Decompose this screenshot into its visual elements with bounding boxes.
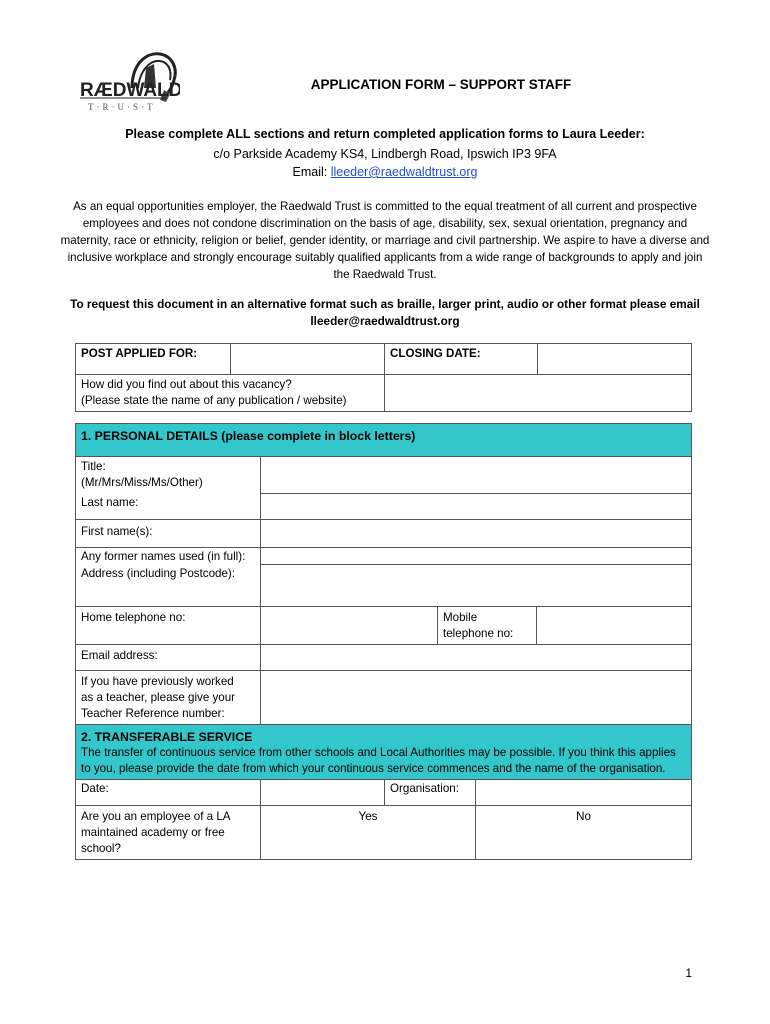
equal-opportunities-paragraph: As an equal opportunities employer, the Raedwald Trust is committed to the equal treatment of all current and prospective employees and does not condone discrimination on the basis of age, disability, sex, sexual orientation, pregnancy and maternity, race or ethnicity, religion or belief, gender identity, or marriage and civil partnership. We aspire to have a diverse and inclusive workplace and strongly encourage suitably qualified applicants from a wide range of backgrounds to apply and join the Raedwald Trust. bbox=[60, 200, 710, 281]
personal-details-heading: 1. PERSONAL DETAILS (please complete in block letters) bbox=[76, 424, 692, 457]
title-label-cell bbox=[76, 457, 261, 494]
personal-details-table bbox=[75, 423, 692, 725]
transferable-service-table bbox=[75, 724, 692, 860]
yes-option[interactable]: Yes bbox=[261, 806, 476, 860]
transferable-service-description: The transfer of continuous service from other schools and Local Authorities may be possible. If you think this applies to you, please provide the date from which your continuous service commences and the name of the organisation. bbox=[81, 746, 676, 775]
no-option[interactable]: No bbox=[476, 806, 692, 860]
home-phone-label: Home telephone no: bbox=[76, 607, 261, 645]
contact-email-line bbox=[60, 165, 710, 179]
teacher-ref-line1: If you have previously worked bbox=[81, 675, 234, 688]
page-title: APPLICATION FORM – SUPPORT STAFF bbox=[310, 77, 572, 92]
last-name-input[interactable] bbox=[261, 493, 692, 519]
vacancy-source-input[interactable] bbox=[385, 375, 692, 412]
email-address-label: Email address: bbox=[76, 645, 261, 671]
closing-date-input[interactable] bbox=[538, 344, 692, 375]
email-label: Email: bbox=[292, 165, 331, 179]
return-address: c/o Parkside Academy KS4, Lindbergh Road, Ipswich IP3 9FA bbox=[213, 147, 557, 161]
closing-date-label: CLOSING DATE: bbox=[385, 344, 538, 375]
home-phone-input[interactable] bbox=[261, 607, 438, 645]
logo-subtext: T·R·U·S·T bbox=[88, 102, 156, 112]
transferable-service-heading: 2. TRANSFERABLE SERVICE bbox=[81, 730, 253, 744]
post-table bbox=[75, 343, 692, 412]
post-applied-input[interactable] bbox=[231, 344, 385, 375]
logo-text: RÆDWALD bbox=[80, 80, 180, 101]
title-label: Title: bbox=[81, 460, 106, 473]
alternative-format-email[interactable]: lleeder@raedwaldtrust.org bbox=[310, 314, 460, 328]
title-options: (Mr/Mrs/Miss/Ms/Other) bbox=[81, 476, 203, 489]
mobile-label-line2: telephone no: bbox=[443, 627, 514, 640]
former-names-input[interactable] bbox=[261, 547, 692, 565]
former-names-label: Any former names used (in full): bbox=[76, 547, 261, 565]
service-date-label: Date: bbox=[76, 780, 261, 806]
first-names-label: First name(s): bbox=[76, 519, 261, 547]
la-employee-line1: Are you an employee of a LA bbox=[81, 810, 231, 823]
teacher-ref-input[interactable] bbox=[261, 671, 692, 725]
service-date-input[interactable] bbox=[261, 780, 385, 806]
mobile-label bbox=[438, 607, 537, 645]
contact-email-link[interactable]: lleeder@raedwaldtrust.org bbox=[330, 165, 478, 179]
page-number: 1 bbox=[685, 966, 692, 980]
teacher-ref-line3: Teacher Reference number: bbox=[81, 707, 225, 720]
transferable-service-header bbox=[76, 725, 692, 780]
title-input[interactable] bbox=[261, 457, 692, 494]
first-names-input[interactable] bbox=[261, 519, 692, 547]
vacancy-question-hint: (Please state the name of any publication / website) bbox=[81, 394, 347, 407]
alternative-format-text: To request this document in an alternative format such as braille, larger print, audio or other format please email bbox=[70, 297, 700, 311]
la-employee-question bbox=[76, 806, 261, 860]
teacher-ref-label bbox=[76, 671, 261, 725]
organisation-label: Organisation: bbox=[385, 780, 476, 806]
instruction-text: Please complete ALL sections and return completed application forms to Laura Leeder: bbox=[125, 127, 645, 141]
la-employee-line3: school? bbox=[81, 842, 121, 855]
address-input[interactable] bbox=[261, 565, 692, 607]
vacancy-source-label bbox=[76, 375, 385, 412]
la-employee-line2: maintained academy or free bbox=[81, 826, 225, 839]
teacher-ref-line2: as a teacher, please give your bbox=[81, 691, 236, 704]
address-label: Address (including Postcode): bbox=[76, 565, 261, 607]
mobile-label-line1: Mobile bbox=[443, 611, 478, 624]
email-address-input[interactable] bbox=[261, 645, 692, 671]
vacancy-question: How did you find out about this vacancy? bbox=[81, 378, 292, 391]
mobile-input[interactable] bbox=[537, 607, 692, 645]
post-applied-label: POST APPLIED FOR: bbox=[76, 344, 231, 375]
last-name-label: Last name: bbox=[76, 493, 261, 519]
organisation-input[interactable] bbox=[476, 780, 692, 806]
alternative-format-notice bbox=[60, 296, 710, 330]
